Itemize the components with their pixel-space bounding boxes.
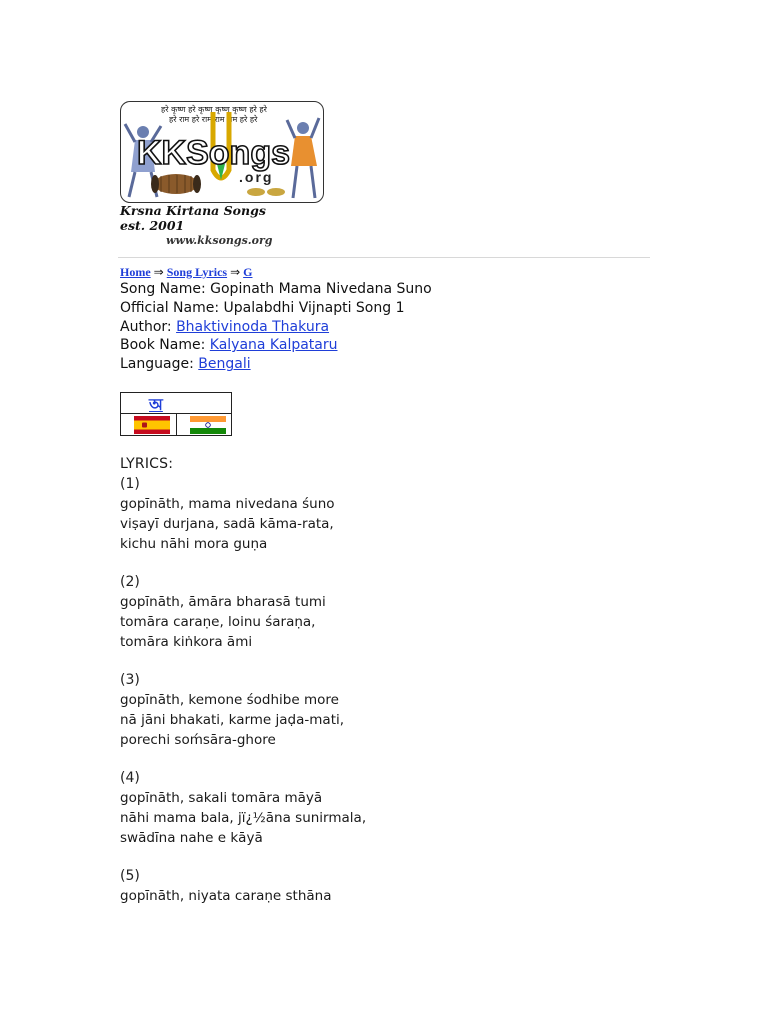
author-label: Author: <box>120 318 177 335</box>
logo-tld-text: .org <box>239 169 274 185</box>
indian-flag-cell[interactable] <box>176 414 232 436</box>
verse-number: (4) <box>120 770 140 786</box>
breadcrumb-home-link[interactable]: Home <box>120 265 151 279</box>
song-name-label: Song Name: <box>120 281 211 297</box>
language-row <box>120 355 432 374</box>
official-name-label: Official Name: <box>120 299 224 316</box>
lyric-line: gopīnāth, niyata caraṇe sthāna <box>120 888 332 904</box>
breadcrumb-separator: ⇒ <box>153 265 164 279</box>
book-link[interactable]: Kalyana Kalpataru <box>209 337 338 354</box>
lyrics-section <box>120 454 366 906</box>
lyric-line: gopīnāth, āmāra bharasā tumi <box>120 594 326 610</box>
lyric-line: tomāra kiṅkora āmi <box>120 634 253 650</box>
lyric-line: gopīnāth, kemone śodhibe more <box>120 692 339 708</box>
lyric-line: nā jāni bhakati, karme jaḍa-mati, <box>120 712 345 728</box>
breadcrumb-separator: ⇒ <box>230 265 241 279</box>
header-divider <box>118 257 650 258</box>
song-metadata <box>120 280 432 374</box>
bengali-script-cell <box>121 393 231 414</box>
logo-brand-text: KKSongs <box>137 134 290 172</box>
lyric-line: porechi soḿsāra-ghore <box>120 732 276 748</box>
official-name-value: Upalabdhi Vijnapti Song 1 <box>223 299 405 316</box>
india-flag-icon[interactable] <box>190 416 226 434</box>
cymbals-illustration <box>247 188 285 196</box>
author-link[interactable]: Bhaktivinoda Thakura <box>176 318 330 335</box>
spanish-flag-cell[interactable] <box>121 414 176 436</box>
site-logo[interactable] <box>120 101 324 203</box>
lyrics-label: LYRICS: <box>120 456 174 472</box>
site-url: www.kksongs.org <box>166 234 273 247</box>
lyric-line: nāhi mama bala, jï¿½āna sunirmala, <box>120 810 367 826</box>
verse-number: (2) <box>120 574 140 590</box>
translation-links-table <box>120 392 232 436</box>
verse-number: (1) <box>120 476 140 492</box>
logo-mantra-line-2: हरे राम हरे राम राम राम हरे हरे <box>169 115 258 124</box>
lyric-line: kichu nāhi mora guṇa <box>120 536 268 552</box>
logo-mantra-line-1: हरे कृष्ण हरे कृष्ण कृष्ण कृष्ण हरे हरे <box>161 105 267 114</box>
breadcrumb-letter-link[interactable]: G <box>243 265 253 279</box>
lyric-line: viṣayī durjana, sadā kāma-rata, <box>120 516 334 532</box>
language-link[interactable]: Bengali <box>198 356 251 373</box>
site-tagline: Krsna Kirtana Songs est. 2001 <box>120 203 266 233</box>
song-name-value: Gopinath Mama Nivedana Suno <box>210 281 432 297</box>
spain-flag-icon[interactable] <box>134 416 170 434</box>
book-row <box>120 336 432 355</box>
verse-number: (3) <box>120 672 140 688</box>
dancer-right-illustration <box>287 118 319 198</box>
lyric-line: gopīnāth, sakali tomāra māyā <box>120 790 323 806</box>
song-name-row <box>120 280 432 299</box>
mridanga-drum-illustration <box>151 174 201 194</box>
breadcrumb <box>120 265 252 280</box>
lyric-line: gopīnāth, mama nivedana śuno <box>120 496 335 512</box>
book-label: Book Name: <box>120 337 210 354</box>
lyric-line: swādīna nahe e kāyā <box>120 830 263 846</box>
author-row <box>120 318 432 337</box>
bengali-script-link[interactable]: অ <box>149 395 163 414</box>
language-label: Language: <box>120 356 199 373</box>
verse-number: (5) <box>120 868 140 884</box>
breadcrumb-song-lyrics-link[interactable]: Song Lyrics <box>166 265 228 279</box>
official-name-row <box>120 299 432 318</box>
lyric-line: tomāra caraṇe, loinu śaraṇa, <box>120 614 316 630</box>
